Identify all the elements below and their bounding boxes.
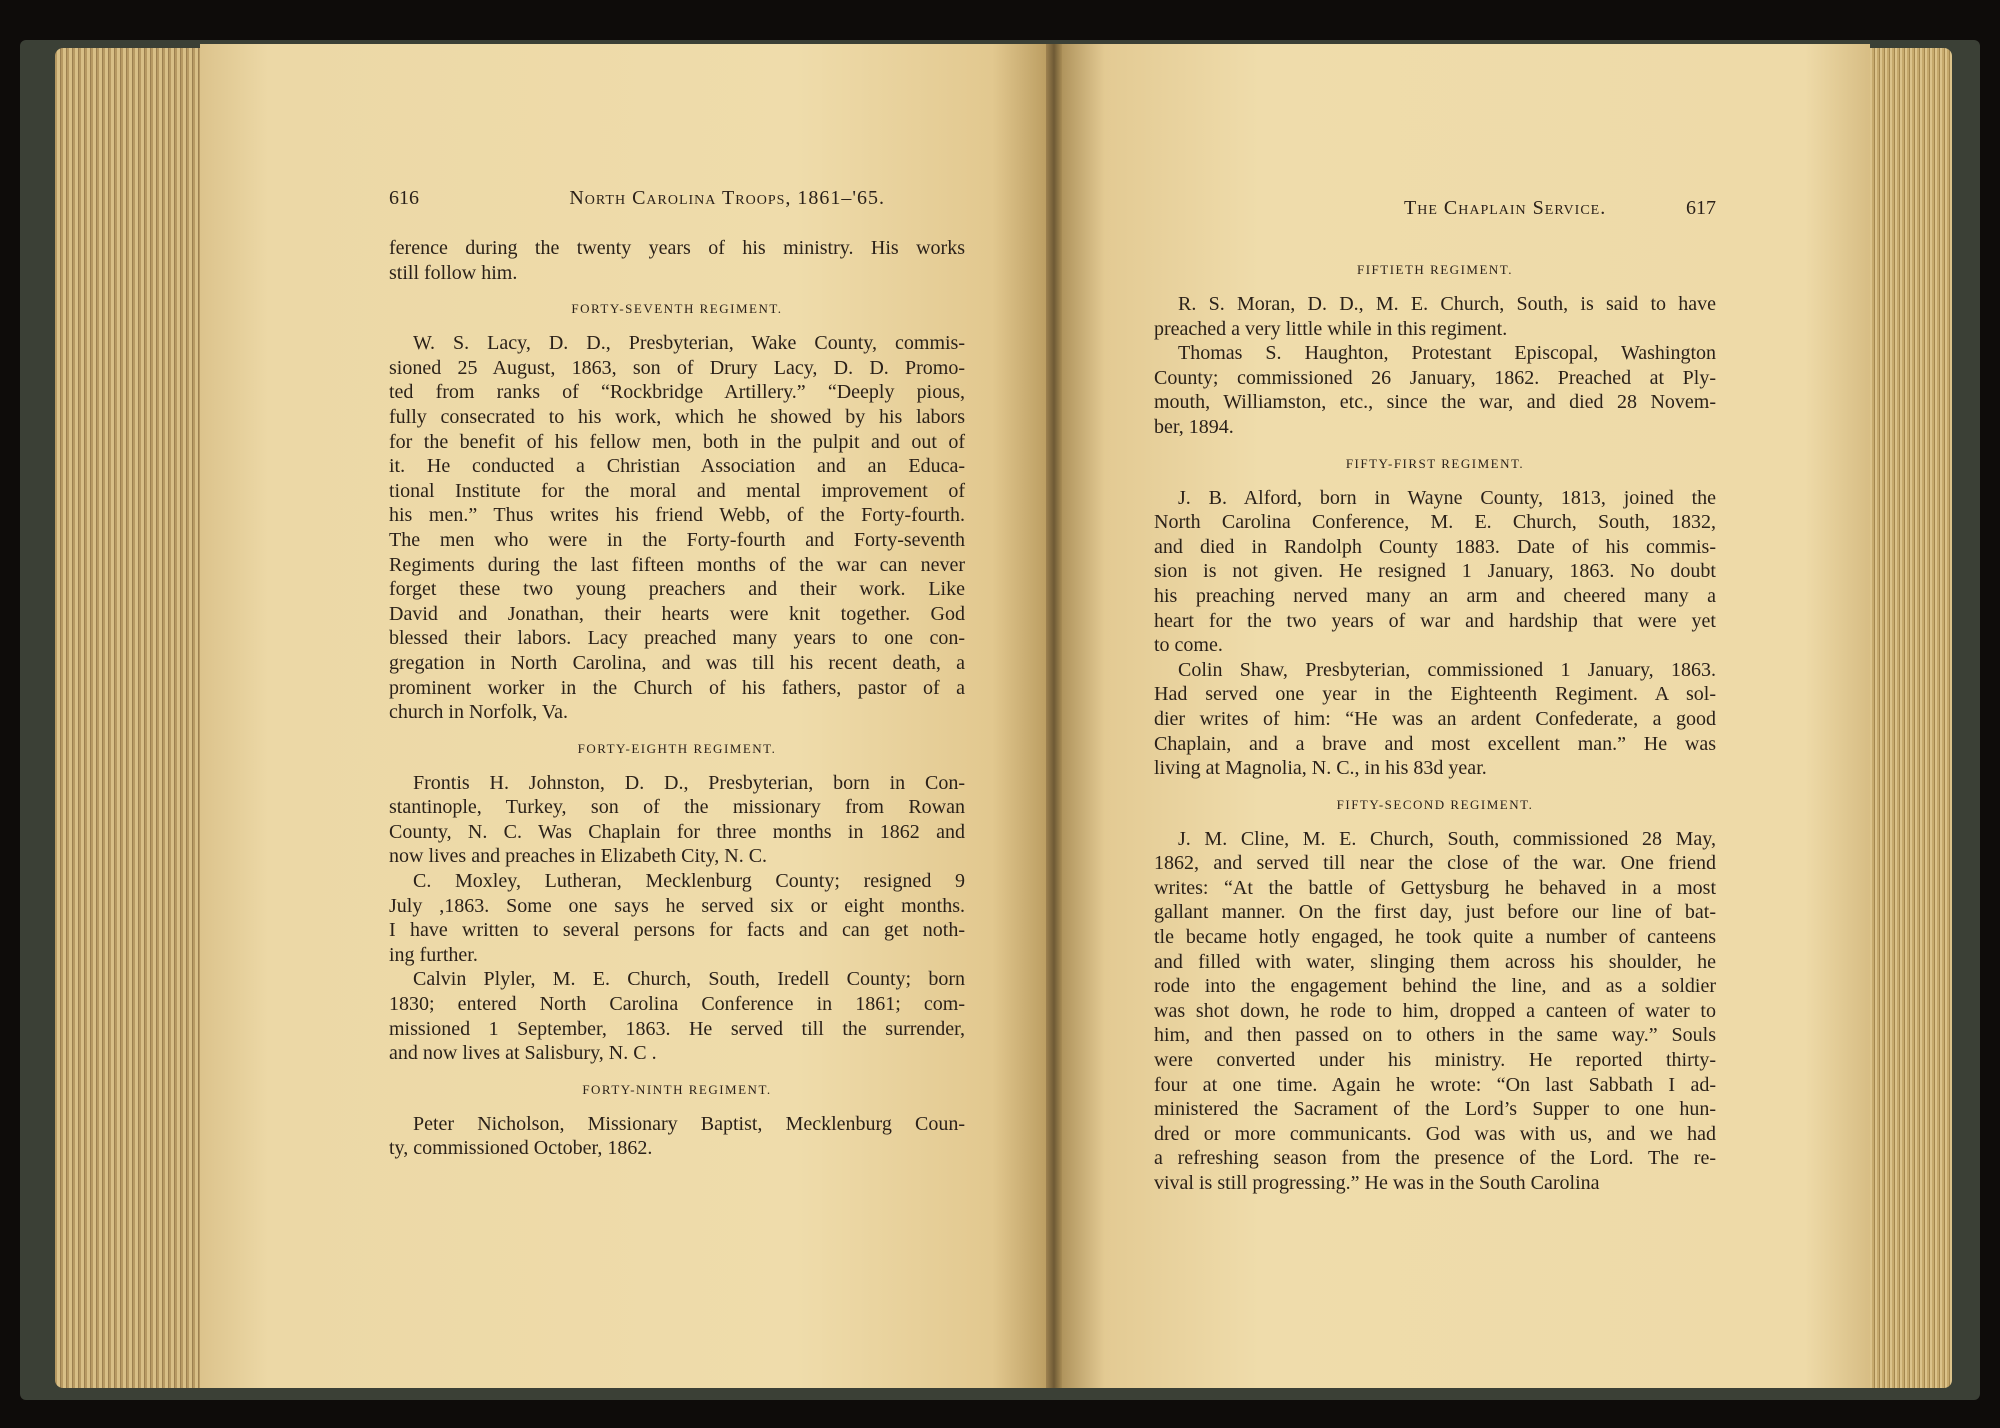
running-head-right: [1154, 196, 1716, 246]
text-line: July ,1863. Some one says he served six or eight months.: [389, 894, 965, 917]
text-line: him, and then passed on to others in the same way.” Souls: [1154, 1024, 1716, 1047]
section-heading: FIFTY-FIRST REGIMENT.: [1345, 455, 1525, 471]
text-line: tle became hotly engaged, he took quite a number of canteens: [1154, 926, 1716, 949]
paragraph: [389, 331, 965, 725]
text-line: prominent worker in the Church of his fathers, pastor of a: [389, 676, 965, 699]
paragraph: [389, 869, 965, 967]
section-heading: FORTY-NINTH REGIMENT.: [582, 1081, 772, 1097]
text-line: preached a very little while in this regiment.: [1154, 317, 1508, 340]
text-line: and died in Randolph County 1883. Date of his commis-: [1154, 535, 1716, 558]
page-number: 616: [389, 187, 419, 209]
text-line: his men.” Thus writes his friend Webb, of the Forty-fourth.: [389, 504, 965, 527]
text-line: I have written to several persons for facts and can get noth-: [389, 919, 965, 942]
right-page-text: [1154, 196, 1716, 1196]
book-gutter: [1046, 44, 1062, 1388]
paragraph: [1154, 341, 1716, 439]
running-title: North Carolina Troops, 1861–'65.: [569, 187, 885, 209]
text-line: J. M. Cline, M. E. Church, South, commissioned 28 May,: [1178, 827, 1716, 850]
text-line: dred or more communicants. God was with us, and we had: [1154, 1122, 1716, 1145]
text-line: ing further.: [389, 943, 478, 966]
text-line: mouth, Williamston, etc., since the war, and died 28 Novem-: [1154, 391, 1716, 414]
section-heading: FORTY-SEVENTH REGIMENT.: [571, 301, 783, 317]
text-line: Had served one year in the Eighteenth Regiment. A sol-: [1154, 683, 1716, 706]
page-number: 617: [1686, 197, 1716, 219]
text-line: a refreshing season from the presence of the Lord. The re-: [1154, 1147, 1716, 1170]
text-line: was shot down, he rode to him, dropped a canteen of water to: [1154, 999, 1716, 1022]
text-line: 1830; entered North Carolina Conference in 1861; com-: [389, 993, 965, 1016]
paragraph: [1154, 292, 1716, 341]
text-line: ty, commissioned October, 1862.: [389, 1137, 653, 1160]
text-line: Thomas S. Haughton, Protestant Episcopal, Washington: [1178, 342, 1716, 365]
running-title: The Chaplain Service.: [1404, 197, 1607, 219]
text-line: gregation in North Carolina, and was till his recent death, a: [389, 651, 965, 674]
text-line: sion is not given. He resigned 1 January, 1863. No doubt: [1154, 560, 1716, 583]
text-line: Peter Nicholson, Missionary Baptist, Mecklenburg Coun-: [413, 1112, 965, 1135]
text-line: church in Norfolk, Va.: [389, 701, 569, 724]
section-heading: FORTY-EIGHTH REGIMENT.: [577, 740, 777, 756]
text-line: living at Magnolia, N. C., in his 83d year.: [1154, 757, 1487, 780]
right-page-body: [1154, 258, 1716, 1196]
text-line: and filled with water, slinging them across his shoulder, he: [1154, 950, 1716, 973]
text-line: R. S. Moran, D. D., M. E. Church, South, is said to have: [1178, 293, 1716, 315]
running-head-left: [389, 186, 965, 236]
left-page-text: [389, 186, 965, 1161]
text-line: gallant manner. On the first day, just before our line of bat-: [1154, 901, 1716, 924]
text-line: rode into the engagement behind the line, and as a soldier: [1154, 975, 1716, 998]
paragraph: [389, 967, 965, 1065]
text-line: forget these two young preachers and their work. Like: [389, 578, 965, 601]
text-line: it. He conducted a Christian Association and an Educa-: [389, 455, 965, 478]
page-edges-right: [1862, 48, 1952, 1388]
left-page-body: [389, 236, 965, 1161]
text-line: 1862, and served till near the close of the war. One friend: [1154, 852, 1716, 875]
text-line: W. S. Lacy, D. D., Presbyterian, Wake County, commis-: [413, 332, 965, 355]
text-line: his preaching nerved many an arm and cheered many a: [1154, 584, 1716, 607]
section-heading: FIFTIETH REGIMENT.: [1356, 262, 1514, 277]
paragraph: [389, 1112, 965, 1161]
text-line: Calvin Plyler, M. E. Church, South, Iredell County; born: [413, 968, 965, 991]
text-line: ministered the Sacrament of the Lord’s Supper to one hun-: [1154, 1098, 1716, 1121]
text-line: ference during the twenty years of his ministry. His works: [389, 237, 965, 259]
text-line: Regiments during the last fifteen months of the war can never: [389, 553, 965, 576]
text-line: and now lives at Salisbury, N. C .: [389, 1042, 657, 1065]
text-line: fully consecrated to his work, which he showed by his labors: [389, 405, 965, 428]
text-line: ber, 1894.: [1154, 415, 1234, 438]
text-line: four at one time. Again he wrote: “On last Sabbath I ad-: [1154, 1073, 1716, 1096]
paragraph: [1154, 486, 1716, 658]
paragraph: [1154, 658, 1716, 781]
text-line: Chaplain, and a brave and most excellent man.” He was: [1154, 732, 1716, 755]
text-line: for the benefit of his fellow men, both in the pulpit and out of: [389, 430, 965, 453]
text-line: vival is still progressing.” He was in the South Carolina: [1154, 1172, 1600, 1194]
text-line: missioned 1 September, 1863. He served till the surrender,: [389, 1017, 965, 1040]
text-line: stantinople, Turkey, son of the missionary from Rowan: [389, 796, 965, 819]
text-line: now lives and preaches in Elizabeth City, N. C.: [389, 845, 768, 868]
paragraph: [389, 771, 965, 869]
text-line: County; commissioned 26 January, 1862. Preached at Ply-: [1154, 366, 1716, 389]
text-line: writes: “At the battle of Gettysburg he behaved in a most: [1154, 876, 1716, 899]
text-line: North Carolina Conference, M. E. Church, South, 1832,: [1154, 511, 1716, 534]
text-line: The men who were in the Forty-fourth and Forty-seventh: [389, 528, 965, 551]
text-line: J. B. Alford, born in Wayne County, 1813, joined the: [1178, 486, 1716, 509]
text-line: C. Moxley, Lutheran, Mecklenburg County; resigned 9: [413, 870, 965, 893]
section-heading: FIFTY-SECOND REGIMENT.: [1336, 796, 1534, 812]
text-line: dier writes of him: “He was an ardent Confederate, a good: [1154, 707, 1716, 730]
text-line: County, N. C. Was Chaplain for three months in 1862 and: [389, 820, 965, 843]
text-line: ted from ranks of “Rockbridge Artillery.” “Deeply pious,: [389, 381, 965, 404]
text-line: heart for the two years of war and hardship that were yet: [1154, 609, 1716, 632]
text-line: David and Jonathan, their hearts were knit together. God: [389, 602, 965, 625]
paragraph: [389, 236, 965, 285]
text-line: were converted under his ministry. He reported thirty-: [1154, 1049, 1716, 1072]
paragraph: [1154, 827, 1716, 1196]
text-line: tional Institute for the moral and mental improvement of: [389, 479, 965, 502]
text-line: still follow him.: [389, 261, 518, 284]
text-line: Colin Shaw, Presbyterian, commissioned 1 January, 1863.: [1178, 658, 1716, 681]
text-line: Frontis H. Johnston, D. D., Presbyterian, born in Con-: [413, 771, 965, 794]
text-line: blessed their labors. Lacy preached many years to one con-: [389, 627, 965, 650]
text-line: sioned 25 August, 1863, son of Drury Lacy, D. D. Promo-: [389, 356, 965, 379]
text-line: to come.: [1154, 634, 1223, 657]
